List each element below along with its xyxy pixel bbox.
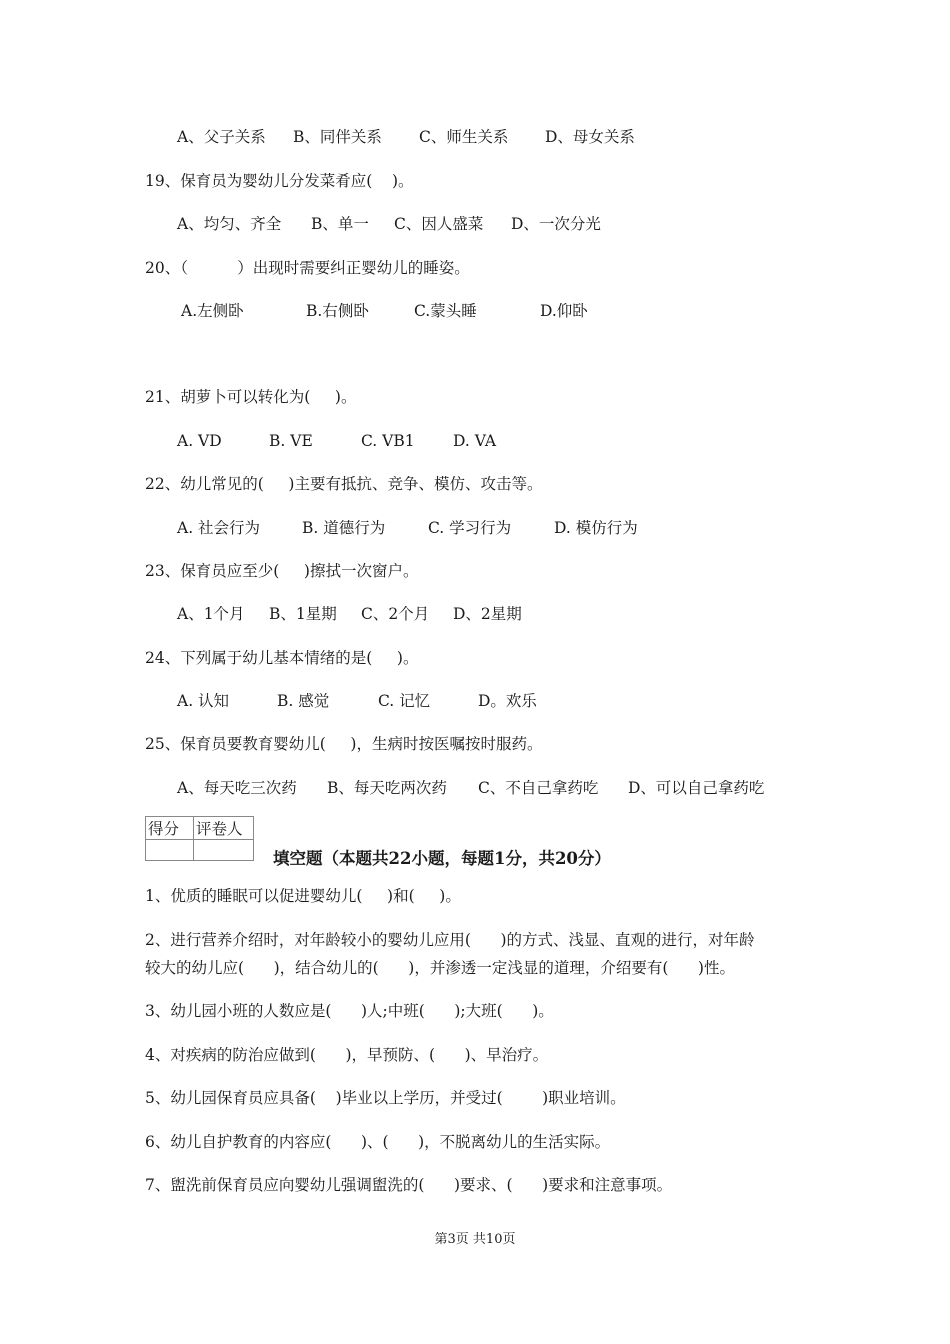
q21-option-b: B. VE — [269, 432, 313, 450]
q25-option-d: D、可以自己拿药吃 — [628, 779, 765, 797]
fill-5: 5、幼儿园保育员应具备( )毕业以上学历，并受过( )职业培训。 — [145, 1089, 626, 1107]
q20-stem: 20、（ ）出现时需要纠正婴幼儿的睡姿。 — [145, 259, 470, 277]
q24-option-c: C. 记忆 — [378, 692, 431, 710]
q18-option-c: C、师生关系 — [419, 128, 509, 146]
fill-4: 4、对疾病的防治应做到( )，早预防、( )、早治疗。 — [145, 1046, 549, 1064]
q24-option-a: A. 认知 — [177, 692, 230, 710]
fill-2-line1: 2、进行营养介绍时，对年龄较小的婴幼儿应用( )的方式、浅显、直观的进行，对年龄 — [145, 931, 755, 949]
q19-stem: 19、保育员为婴幼儿分发菜肴应( )。 — [145, 172, 414, 190]
q23-option-a: A、1个月 — [177, 605, 245, 623]
q24-option-b: B. 感觉 — [277, 692, 330, 710]
q25-stem: 25、保育员要教育婴幼儿( )，生病时按医嘱按时服药。 — [145, 735, 543, 753]
q20-option-d: D.仰卧 — [540, 302, 588, 320]
q22-option-d: D. 模仿行为 — [554, 519, 638, 537]
q20-option-b: B.右侧卧 — [306, 302, 369, 320]
q19-option-c: C、因人盛菜 — [394, 215, 484, 233]
q25-option-c: C、不自己拿药吃 — [478, 779, 599, 797]
score-cell — [146, 840, 194, 861]
fill-2-line2: 较大的幼儿应( )，结合幼儿的( )，并渗透一定浅显的道理，介绍要有( )性。 — [145, 959, 735, 977]
fill-1: 1、优质的睡眠可以促进婴幼儿( )和( )。 — [145, 887, 461, 905]
q20-option-a: A.左侧卧 — [181, 302, 244, 320]
q22-option-b: B. 道德行为 — [302, 519, 386, 537]
grader-cell — [194, 840, 254, 861]
q25-option-b: B、每天吃两次药 — [327, 779, 447, 797]
q18-option-d: D、母女关系 — [545, 128, 635, 146]
grader-header: 评卷人 — [194, 817, 254, 840]
section-title: 填空题（本题共22小题，每题1分，共20分） — [273, 849, 611, 868]
q22-option-c: C. 学习行为 — [428, 519, 512, 537]
q22-stem: 22、幼儿常见的( )主要有抵抗、竞争、模仿、攻击等。 — [145, 475, 543, 493]
q19-option-a: A、均匀、齐全 — [177, 215, 282, 233]
q23-option-b: B、1星期 — [269, 605, 337, 623]
score-header: 得分 — [146, 817, 194, 840]
fill-6: 6、幼儿自护教育的内容应( )、( )，不脱离幼儿的生活实际。 — [145, 1133, 611, 1151]
q23-option-d: D、2星期 — [453, 605, 522, 623]
q22-option-a: A. 社会行为 — [177, 519, 261, 537]
q23-stem: 23、保育员应至少( )擦拭一次窗户。 — [145, 562, 419, 580]
q24-stem: 24、下列属于幼儿基本情绪的是( )。 — [145, 649, 419, 667]
q23-option-c: C、2个月 — [361, 605, 430, 623]
q20-option-c: C.蒙头睡 — [414, 302, 477, 320]
q18-option-a: A、父子关系 — [177, 128, 266, 146]
q21-option-a: A. VD — [177, 432, 222, 450]
page-footer: 第3页 共10页 — [434, 1232, 516, 1247]
q21-option-c: C. VB1 — [361, 432, 415, 450]
q18-option-b: B、同伴关系 — [293, 128, 382, 146]
q19-option-d: D、一次分光 — [511, 215, 601, 233]
q19-option-b: B、单一 — [311, 215, 369, 233]
fill-7: 7、盥洗前保育员应向婴幼儿强调盥洗的( )要求、( )要求和注意事项。 — [145, 1176, 673, 1194]
q24-option-d: D。欢乐 — [478, 692, 537, 710]
q21-stem: 21、胡萝卜可以转化为( )。 — [145, 388, 357, 406]
score-table — [145, 816, 254, 861]
q25-option-a: A、每天吃三次药 — [177, 779, 297, 797]
fill-3: 3、幼儿园小班的人数应是( )人;中班( );大班( )。 — [145, 1002, 554, 1020]
q21-option-d: D. VA — [453, 432, 497, 450]
